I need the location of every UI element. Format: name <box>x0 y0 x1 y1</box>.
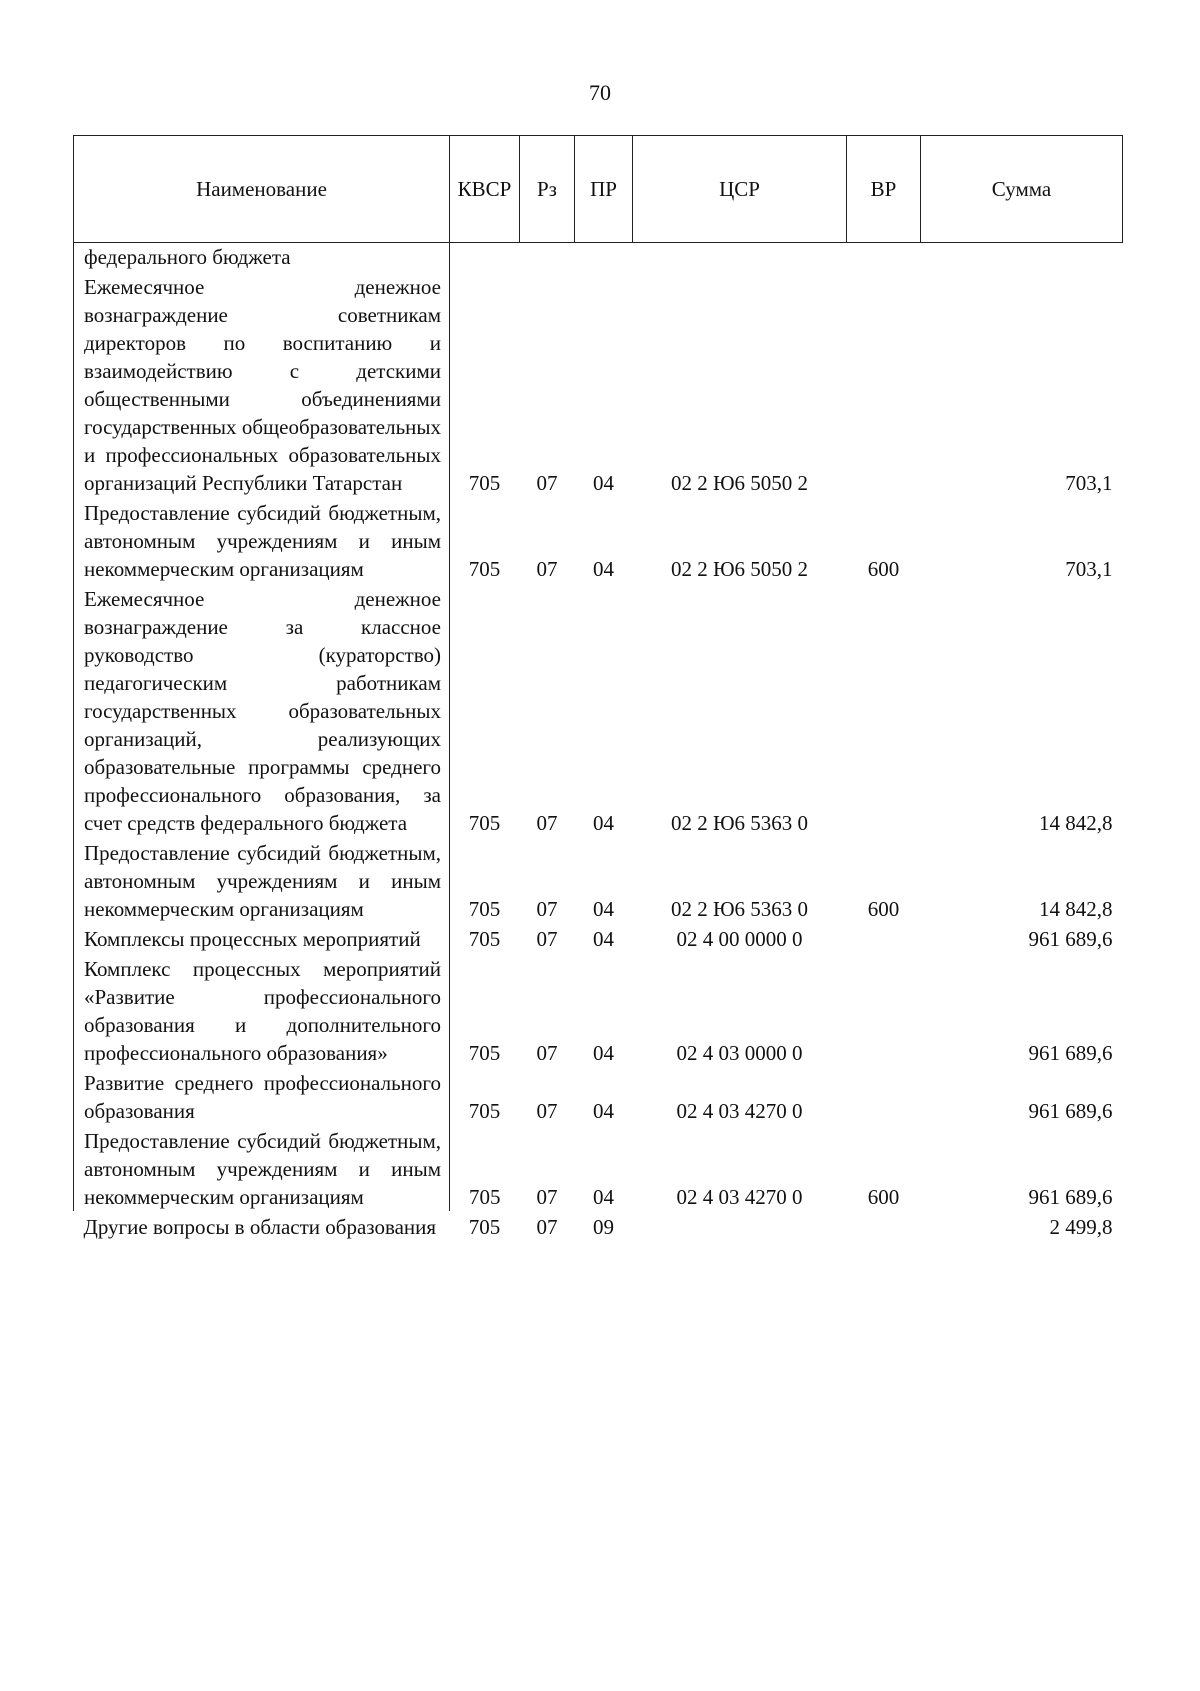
header-pr: ПР <box>575 136 633 243</box>
row-sum: 961 689,6 <box>1028 927 1113 951</box>
header-rz: Рз <box>520 136 575 243</box>
table-row <box>74 1211 1123 1241</box>
row-vr: 600 <box>867 897 900 921</box>
row-kvsr: 705 <box>468 811 501 835</box>
header-sum: Сумма <box>921 136 1123 243</box>
table-row <box>74 923 1123 953</box>
row-csr <box>633 1211 847 1241</box>
row-sum: 703,1 <box>1065 471 1113 495</box>
row-pr: 04 <box>593 927 614 951</box>
row-name: Развитие среднего профессионального образования <box>74 1067 450 1125</box>
row-sum: 961 689,6 <box>1028 1041 1113 1065</box>
row-vr <box>847 953 921 1067</box>
row-name: Предоставление субсидий бюджетным, автономным учреждениям и иным некоммерческим организациям <box>74 497 450 583</box>
row-sum: 703,1 <box>1065 557 1113 581</box>
row-rz: 07 <box>536 897 558 921</box>
row-name: Ежемесячное денежное вознаграждение советникам директоров по воспитанию и взаимодействию с детскими общественными объединениями государственных общеобразовательных и профессиональных образовательных организаций Республики Татарстан <box>74 271 450 497</box>
row-rz: 07 <box>536 1185 558 1209</box>
row-pr: 04 <box>593 557 614 581</box>
row-csr: 02 4 03 4270 0 <box>676 1099 803 1123</box>
header-vr: ВР <box>847 136 921 243</box>
row-kvsr: 705 <box>468 1099 501 1123</box>
row-rz: 07 <box>536 1099 558 1123</box>
row-rz: 07 <box>536 811 558 835</box>
row-pr: 04 <box>593 1099 614 1123</box>
row-kvsr: 705 <box>468 1041 501 1065</box>
table-row <box>74 497 1123 583</box>
row-rz: 07 <box>536 1041 558 1065</box>
row-sum: 14 842,8 <box>1039 811 1113 835</box>
row-pr: 04 <box>593 471 614 495</box>
row-csr: 02 2 Ю6 5363 0 <box>670 811 809 835</box>
row-kvsr: 705 <box>468 471 501 495</box>
row-name: Предоставление субсидий бюджетным, автономным учреждениям и иным некоммерческим организациям <box>74 1125 450 1211</box>
row-name: Предоставление субсидий бюджетным, автономным учреждениям и иным некоммерческим организациям <box>74 837 450 923</box>
row-name: Ежемесячное денежное вознаграждение за классное руководство (кураторство) педагогическим работникам государственных образовательных организаций, реализующих образовательные программы среднего профессионального образования, за счет средств федерального бюджета <box>74 583 450 837</box>
row-sum: 961 689,6 <box>1028 1099 1113 1123</box>
row-name: Комплексы процессных мероприятий <box>74 923 450 953</box>
row-csr: 02 2 Ю6 5050 2 <box>670 471 809 495</box>
row-rz: 07 <box>536 1215 558 1239</box>
row-rz: 07 <box>536 927 558 951</box>
budget-table <box>73 243 1123 1241</box>
row-pr: 09 <box>593 1215 614 1239</box>
row-kvsr: 705 <box>468 1215 501 1239</box>
row-kvsr: 705 <box>468 557 501 581</box>
row-rz: 07 <box>536 471 558 495</box>
row-csr: 02 4 03 0000 0 <box>676 1041 803 1065</box>
row-rz: 07 <box>536 557 558 581</box>
row-csr: 02 4 03 4270 0 <box>676 1185 803 1209</box>
row-name: Комплекс процессных мероприятий «Развитие профессионального образования и дополнительного профессионального образования» <box>74 953 450 1067</box>
row-kvsr: 705 <box>468 927 501 951</box>
table-header <box>73 135 1123 243</box>
table-row <box>74 271 1123 497</box>
table-row <box>74 243 1123 271</box>
row-vr <box>847 583 921 837</box>
row-pr: 04 <box>593 1185 614 1209</box>
header-kvsr: КВСР <box>450 136 520 243</box>
row-kvsr: 705 <box>469 1185 501 1209</box>
table-row <box>74 1125 1123 1211</box>
table-row <box>74 837 1123 923</box>
header-csr: ЦСР <box>633 136 847 243</box>
row-csr: 02 4 00 0000 0 <box>676 927 803 951</box>
table-row <box>74 583 1123 837</box>
table-row <box>74 953 1123 1067</box>
row-vr: 600 <box>867 557 900 581</box>
header-name: Наименование <box>74 136 450 243</box>
row-name: Другие вопросы в области образования <box>83 1215 437 1239</box>
row-csr: 02 2 Ю6 5363 0 <box>670 897 809 921</box>
row-vr <box>847 923 921 953</box>
table-row <box>74 1067 1123 1125</box>
row-sum: 14 842,8 <box>1039 897 1113 921</box>
row-kvsr: 705 <box>468 897 501 921</box>
page-number: 70 <box>589 80 611 105</box>
row-pr: 04 <box>593 1041 614 1065</box>
row-csr: 02 2 Ю6 5050 2 <box>670 557 809 581</box>
row-sum: 2 499,8 <box>1049 1215 1113 1239</box>
row-pr: 04 <box>593 897 614 921</box>
row-vr: 600 <box>867 1185 900 1209</box>
row-vr <box>847 271 921 497</box>
row-vr <box>847 1211 921 1241</box>
row-pr: 04 <box>593 811 614 835</box>
row-vr <box>847 1067 921 1125</box>
row-sum: 961 689,6 <box>1028 1185 1113 1209</box>
row-name: федерального бюджета <box>74 243 450 271</box>
